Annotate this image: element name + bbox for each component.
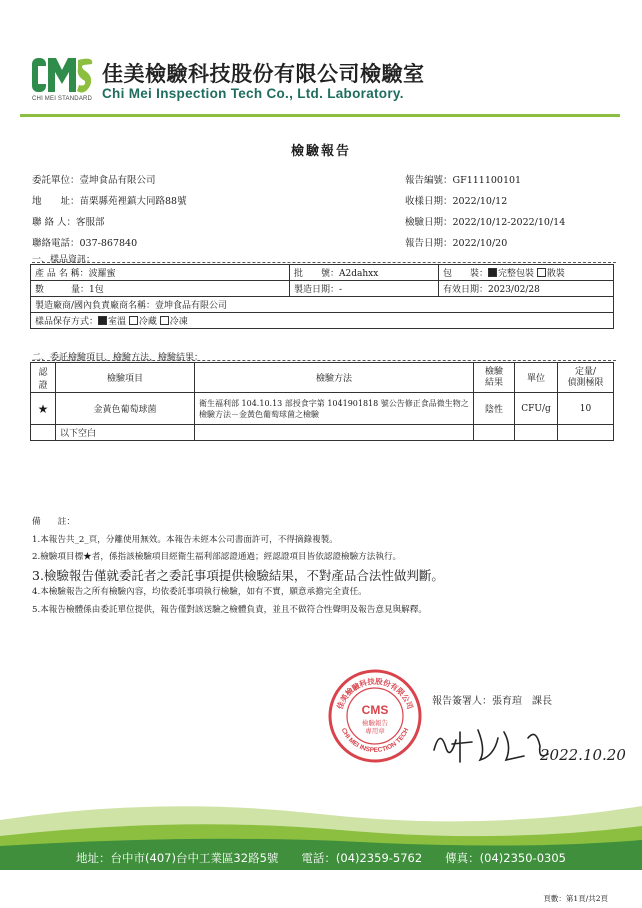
- storage-option-3: 冷凍: [169, 317, 188, 327]
- test-unit: CFU/g: [515, 393, 558, 425]
- storage-label: 樣品保存方式：: [35, 317, 99, 327]
- client-address: 苗栗縣苑裡鎮大同路88號: [79, 196, 187, 207]
- qty-label: 數 量：: [35, 285, 90, 295]
- table-row: [31, 313, 614, 329]
- table-row: [31, 297, 614, 313]
- checkbox-checked: [98, 316, 107, 325]
- tested-label: 檢驗日期：: [405, 217, 453, 228]
- report-info: [405, 170, 565, 254]
- logo-subtitle: CHI MEI STANDARD: [32, 96, 93, 102]
- test-result: 陰性: [474, 393, 515, 425]
- test-method: 衛生福利部 104.10.13 部授食字第 1041901818 號公告修正食品微生物之檢驗方法－金黃色葡萄球菌之檢驗: [195, 393, 474, 425]
- header-cell: 認證: [31, 363, 56, 393]
- report-title: 檢驗報告: [290, 144, 351, 159]
- table-cell: [31, 425, 56, 441]
- report-no: GF111100101: [452, 175, 522, 186]
- table-cell: [474, 425, 515, 441]
- checkbox-unchecked: [160, 316, 169, 325]
- mfg-label: 製造日期：: [294, 285, 340, 295]
- page-number: 頁數：第1頁/共2頁: [543, 894, 608, 903]
- client-phone: 037-867840: [79, 238, 138, 249]
- pack-option-2: 散裝: [546, 269, 565, 279]
- report-date-label: 報告日期：: [405, 238, 453, 249]
- batch-label: 批 號：: [294, 269, 340, 279]
- table-cell: [515, 425, 558, 441]
- checkbox-checked: [488, 268, 497, 277]
- test-table: [30, 362, 614, 441]
- pack-label: 包 裝：: [443, 269, 489, 279]
- tested-date: 2022/10/12-2022/10/14: [452, 217, 566, 228]
- header-cell: 定量/ 偵測極限: [558, 363, 614, 393]
- sample-table: [30, 264, 614, 329]
- notes-title: 備 註：: [32, 517, 75, 527]
- company-seal: [327, 668, 423, 764]
- product-name-label: 產 品 名 稱：: [35, 269, 89, 279]
- client-contact-label: 聯 絡 人：: [32, 217, 77, 228]
- product-name: 波羅蜜: [88, 269, 116, 279]
- company-name-cn: 佳美檢驗科技股份有限公司檢驗室: [102, 62, 425, 86]
- blank-marker: 以下空白: [56, 425, 195, 441]
- table-header-row: [31, 363, 614, 393]
- header-rule: [20, 114, 620, 117]
- table-row: [31, 265, 614, 281]
- table-row: [31, 281, 614, 297]
- header-cell: 檢驗方法: [195, 363, 474, 393]
- exp-date: 2023/02/28: [488, 285, 540, 295]
- maker: 壹坤食品有限公司: [155, 301, 228, 311]
- notes: [32, 514, 444, 619]
- exp-label: 有效日期：: [443, 285, 489, 295]
- qty: 1包: [89, 285, 104, 295]
- batch-no: A2dahxx: [339, 269, 379, 279]
- note-3: 3.檢驗報告僅就委託者之委託事項提供檢驗結果，不對產品合法性做判斷。: [32, 567, 444, 583]
- section-divider: [32, 262, 616, 263]
- header-cell: 單位: [515, 363, 558, 393]
- table-row: [31, 393, 614, 425]
- note-2: 2.檢驗項目標★者，係指該檢驗項目經衛生福利部認證通過；經認證項目皆依認證檢驗方法執行。: [32, 552, 402, 562]
- client-unit-label: 委託單位：: [32, 175, 80, 186]
- test-limit: 10: [558, 393, 614, 425]
- seal-ring-text: 佳美檢驗科技股份有限公司: [335, 676, 415, 711]
- footer-contact: 地址：台中市(407)台中工業區32路5號 電話：(04)2359-5762 傳真：(04)2350-0305: [76, 851, 566, 865]
- note-1: 1.本報告共_2_頁，分離使用無效。本報告未經本公司書面許可，不得摘錄複製。: [32, 534, 338, 545]
- table-cell: [31, 281, 290, 297]
- client-phone-label: 聯絡電話：: [32, 238, 80, 249]
- client-info: [32, 170, 187, 254]
- test-item: 金黃色葡萄球菌: [56, 393, 195, 425]
- storage-option-2: 冷藏: [138, 317, 157, 327]
- table-cell: [558, 425, 614, 441]
- pack-option-1: 完整包裝: [498, 269, 535, 279]
- section-tests-heading: 二、委託檢驗項目、檢驗方法、檢驗結果：: [32, 353, 204, 363]
- client-unit: 壹坤食品有限公司: [79, 175, 156, 186]
- seal-center-1: 檢驗報告: [362, 719, 388, 727]
- storage-option-1: 室溫: [108, 317, 127, 327]
- report-date: 2022/10/20: [452, 238, 508, 249]
- table-cell: [195, 425, 474, 441]
- table-row: [31, 425, 614, 441]
- received-label: 收樣日期：: [405, 196, 453, 207]
- signature-date: 2022.10.20: [540, 746, 626, 764]
- seal-logo-text: CMS: [361, 703, 389, 717]
- accreditation-mark: ★: [31, 393, 56, 425]
- table-cell: [31, 313, 614, 329]
- section-sample-heading: 一、樣品資訊：: [32, 255, 96, 265]
- header-cell: 檢驗 結果: [474, 363, 515, 393]
- report-no-label: 報告編號：: [405, 175, 453, 186]
- seal-center-2: 專用章: [365, 727, 385, 735]
- client-contact: 客服部: [76, 217, 105, 228]
- company-name-en: Chi Mei Inspection Tech Co., Ltd. Laboratory.: [102, 86, 404, 101]
- table-cell: [290, 281, 439, 297]
- signer-label: 報告簽署人：張育瑄 課長: [432, 696, 552, 707]
- company-logo: [32, 56, 94, 98]
- received-date: 2022/10/12: [452, 196, 508, 207]
- note-5: 5.本報告檢體係由委託單位提供，報告僅對該送驗之檢體負責，並且不做符合性聲明及報告意見與解釋。: [32, 604, 427, 615]
- note-4: 4.本檢驗報告之所有檢驗內容，均依委託事項執行檢驗，如有不實，願意承擔完全責任。: [32, 587, 367, 597]
- mfg-date: -: [339, 285, 343, 295]
- seal-ring-text-en: CHI MEI INSPECTION TECH: [339, 727, 411, 755]
- maker-label: 製造廠商/國內負責廠商名稱：: [35, 301, 156, 311]
- section-divider: [32, 360, 616, 361]
- table-cell: [31, 265, 290, 281]
- table-cell: [31, 297, 614, 313]
- client-address-label: 地 址：: [32, 196, 80, 207]
- handwritten-signature: [428, 720, 638, 768]
- table-cell: [439, 265, 614, 281]
- table-cell: [439, 281, 614, 297]
- table-cell: [290, 265, 439, 281]
- checkbox-unchecked: [537, 268, 546, 277]
- header-cell: 檢驗項目: [56, 363, 195, 393]
- checkbox-unchecked: [129, 316, 138, 325]
